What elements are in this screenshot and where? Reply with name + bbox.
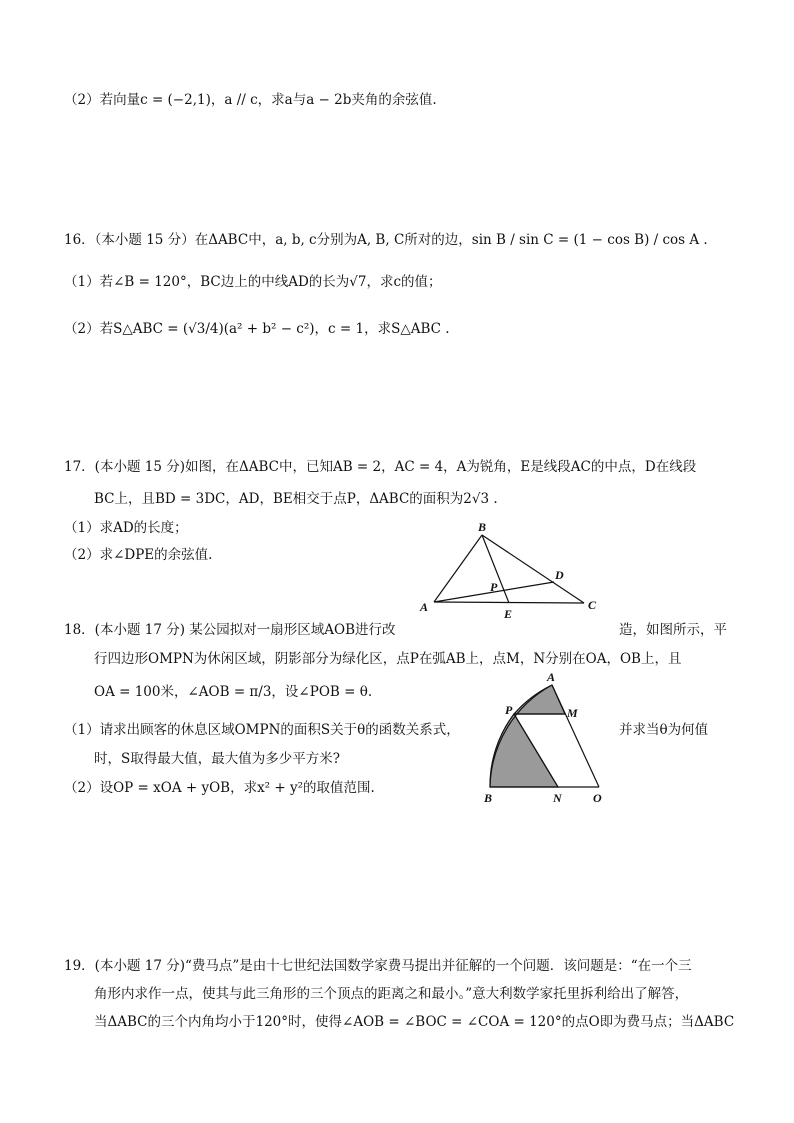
sector-figure (480, 668, 610, 806)
label-P: P (490, 580, 498, 594)
q16-part1: （1）若∠B = 120°，BC边上的中线AD的长为√7，求c的值； (64, 274, 442, 290)
q17-part2: （2）求∠DPE的余弦值. (64, 547, 213, 563)
label-D: D (555, 568, 564, 582)
q17-stem-line1: 17．(本小题 15 分)如图，在ΔABC中，已知AB = 2，AC = 4，A为锐角，E是线段AC的中点，D在线段 (64, 459, 697, 475)
q17-stem-line2: BC上，且BD = 3DC，AD，BE相交于点P，ΔABC的面积为2√3 . (94, 491, 498, 507)
label-E: E (504, 607, 513, 621)
q16-stem: 16．（本小题 15 分）在ΔABC中，a, b, c分别为A, B, C所对的边，sin B / sin C = (1 − cos B) / cos A . (64, 232, 708, 248)
q19-stem-line3: 当ΔABC的三个内角均小于120°时，使得∠AOB = ∠BOC = ∠COA = 120°的点O即为费马点；当ΔABC (94, 1014, 735, 1030)
q19-stem-line2: 角形内求作一点，使其与此三角形的三个顶点的距离之和最小。”意大利数学家托里拆利给出了解答， (94, 986, 689, 1002)
label-N: N (553, 791, 562, 805)
q18-stem-line1-right: 造，如图所示，平 (619, 622, 727, 638)
label-A: A (547, 670, 556, 684)
q17-part1: （1）求AD的长度； (64, 520, 188, 536)
q18-stem-line2: 行四边形OMPN为休闲区域，阴影部分为绿化区，点P在弧AB上，点M，N分别在OA，OB上，且 (94, 651, 682, 667)
q18-part1-left: （1）请求出顾客的休息区域OMPN的面积S关于θ的函数关系式， (64, 722, 460, 738)
label-B: B (478, 520, 487, 534)
label-P: P (505, 703, 513, 717)
q18-part1-right: 并求当θ为何值 (619, 722, 709, 738)
label-B: B (484, 791, 493, 805)
q18-stem-line3: OA = 100米，∠AOB = π/3，设∠POB = θ. (94, 684, 373, 700)
q18-part1-cont: 时，S取得最大值，最大值为多少平方米? (94, 751, 340, 767)
label-A: A (420, 600, 429, 614)
triangle-figure (410, 515, 610, 625)
label-O: O (593, 791, 602, 805)
q19-stem-line1: 19．(本小题 17 分)“费马点”是由十七世纪法国数学家费马提出并征解的一个问题．该问题是：“在一个三 (64, 958, 692, 974)
q18-part2: （2）设OP = xOA + yOB，求x² + y²的取值范围. (64, 780, 375, 796)
label-C: C (588, 598, 597, 612)
q16-part2: （2）若S△ABC = (√3/4)(a² + b² − c²)，c = 1，求S△ABC . (64, 321, 450, 337)
label-M: M (567, 706, 578, 720)
q18-stem-line1-left: 18．(本小题 17 分) 某公园拟对一扇形区域AOB进行改 (64, 622, 396, 638)
q15-part2: （2）若向量c = (−2,1)，a // c，求a与a − 2b夹角的余弦值. (64, 92, 437, 108)
